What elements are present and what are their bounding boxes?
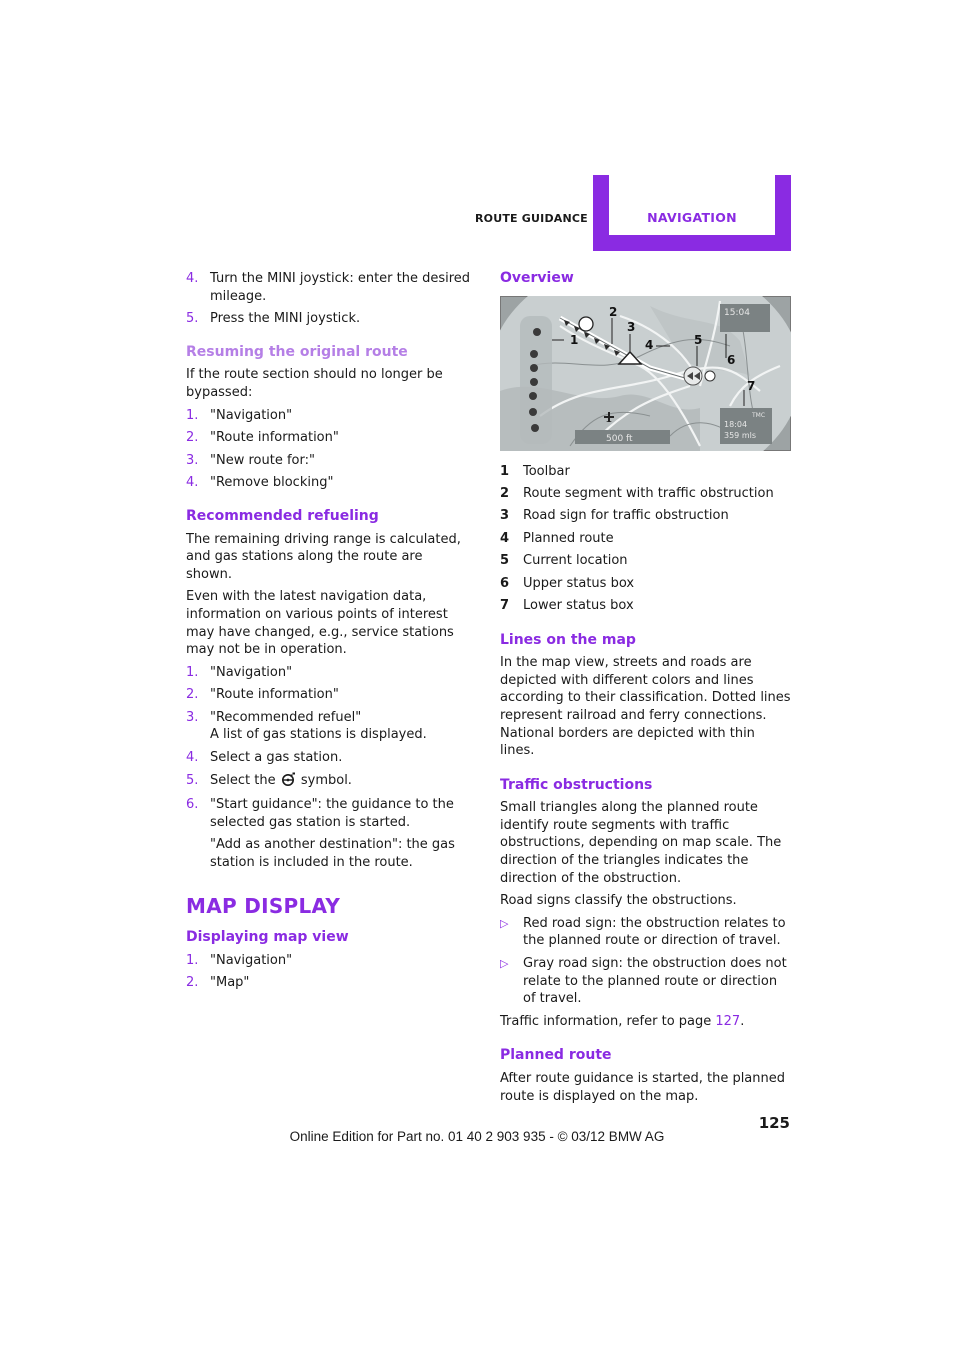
list-item <box>186 796 471 871</box>
bullet-triangle-icon: ▷ <box>500 916 509 930</box>
step-text: "Route information" <box>210 430 339 446</box>
chapter-tab-label: NAVIGATION <box>647 210 737 225</box>
list-item <box>186 709 471 744</box>
map-time-bottom: 18:04 <box>724 419 748 429</box>
resume-text: If the route section should no longer be bypassed: <box>186 367 443 400</box>
list-item <box>186 429 471 447</box>
lines-text: In the map view, streets and roads are depicted with different colors and lines according to their classification. Dotted lines represent railroad and ferry connections. National borders are depicted with thin lines. <box>500 655 791 759</box>
step-number: 2. <box>186 975 199 991</box>
map-callout-6: 6 <box>727 352 736 367</box>
legend-number: 2 <box>500 485 510 501</box>
step-number: 4. <box>186 475 199 491</box>
legend-text: Current location <box>523 553 628 569</box>
refuel-para-2: Even with the latest navigation data, information on various points of interest may have changed, e.g., service stations may not be in operation. <box>186 589 454 658</box>
step-number: 5. <box>186 311 199 327</box>
step-number: 2. <box>186 687 199 703</box>
step-number: 4. <box>186 271 199 286</box>
page-number: 125 <box>758 1114 790 1132</box>
map-callout-2: 2 <box>609 304 618 319</box>
legend-number: 6 <box>500 575 510 591</box>
bullet-text: Gray road sign: the obstruction does not relate to the planned route or direction of travel. <box>523 956 787 1007</box>
step-text: Press the MINI joystick. <box>210 311 361 327</box>
left-column <box>186 270 471 997</box>
map-scale: 500 ft <box>606 433 633 444</box>
step-text: "Recommended refuel" <box>210 709 362 725</box>
map-distance: 359 mls <box>724 430 756 440</box>
step-number: 2. <box>186 430 199 446</box>
legend-number: 7 <box>500 597 510 613</box>
navigation-map-screenshot <box>500 296 791 451</box>
list-item <box>186 664 471 682</box>
resume-heading: Resuming the original route <box>186 343 408 360</box>
traffic-heading: Traffic obstructions <box>500 776 653 793</box>
step-text: "Navigation" <box>210 952 293 968</box>
footer-edition: Online Edition for Part no. 01 40 2 903 935 - © 03/12 BMW AG <box>289 1129 665 1144</box>
step-text: Select a gas station. <box>210 750 343 766</box>
traffic-reference-end: . <box>740 1013 745 1029</box>
map-tmc: TMC <box>752 411 766 419</box>
legend-item <box>500 485 792 503</box>
bullet-triangle-icon: ▷ <box>500 957 509 971</box>
legend-item <box>500 463 792 481</box>
legend-text: Toolbar <box>523 463 570 479</box>
legend-number: 1 <box>500 463 510 479</box>
list-item <box>186 772 471 792</box>
traffic-reference-text: Traffic information, refer to page <box>500 1013 712 1029</box>
legend-item <box>500 552 792 570</box>
step-text: Turn the MINI joystick: enter the desired mileage. <box>210 271 471 304</box>
legend-item <box>500 530 792 548</box>
map-callout-4: 4 <box>645 337 654 352</box>
legend-item <box>500 597 792 615</box>
step-text: symbol. <box>300 772 352 788</box>
list-item <box>186 686 471 704</box>
list-item <box>186 270 471 305</box>
step-number: 1. <box>186 952 199 968</box>
list-item <box>186 452 471 470</box>
legend-text: Lower status box <box>523 597 634 613</box>
legend-number: 3 <box>500 508 510 524</box>
step-number: 1. <box>186 664 199 680</box>
legend-item <box>500 507 792 525</box>
traffic-para-1: Small triangles along the planned route identify route segments with traffic obstructions, depending on map scale. The direction of the triangles indicates the direction of the obstruction. <box>500 800 782 886</box>
bullet-item <box>500 915 792 950</box>
step-text: Select the <box>210 772 276 788</box>
step-text: "Navigation" <box>210 664 293 680</box>
legend-number: 4 <box>500 530 510 546</box>
displaying-map-heading: Displaying map view <box>186 929 349 946</box>
map-callout-3: 3 <box>627 319 636 334</box>
legend-text: Planned route <box>523 530 614 546</box>
step-text: "Map" <box>210 975 250 991</box>
right-column <box>500 270 792 1110</box>
lines-heading: Lines on the map <box>500 631 636 648</box>
step-number: 1. <box>186 407 199 423</box>
traffic-para-2: Road signs classify the obstructions. <box>500 893 737 909</box>
step-number: 3. <box>186 709 199 725</box>
page-link[interactable]: 127 <box>715 1013 741 1029</box>
step-text: "Start guidance": the guidance to the selected gas station is started. <box>210 797 454 830</box>
steering-wheel-flag-icon <box>281 772 296 792</box>
map-display-heading: MAP DISPLAY <box>186 893 341 918</box>
step-number: 3. <box>186 452 199 468</box>
refuel-heading: Recommended refueling <box>186 507 379 524</box>
step-text: "Navigation" <box>210 407 293 423</box>
map-callout-1: 1 <box>570 332 579 347</box>
step-subtext: "Add as another destination": the gas station is included in the route. <box>210 837 455 871</box>
planned-heading: Planned route <box>500 1047 612 1064</box>
map-time-top: 15:04 <box>724 307 750 318</box>
list-item <box>186 749 471 767</box>
chapter-tab <box>593 175 791 251</box>
refuel-para-1: The remaining driving range is calculated, and gas stations along the route are shown. <box>186 531 461 582</box>
traffic-reference <box>500 1013 792 1031</box>
legend-text: Route segment with traffic obstruction <box>523 485 774 501</box>
legend-text: Road sign for traffic obstruction <box>523 508 729 524</box>
map-callout-7: 7 <box>747 378 756 393</box>
step-text: "New route for:" <box>210 452 315 468</box>
legend-item <box>500 575 792 593</box>
step-number: 4. <box>186 750 199 766</box>
bullet-item <box>500 955 792 1008</box>
step-text: "Route information" <box>210 687 339 703</box>
bullet-text: Red road sign: the obstruction relates to the planned route or direction of travel. <box>523 915 786 949</box>
section-header: ROUTE GUIDANCE <box>475 212 588 225</box>
legend-number: 5 <box>500 553 510 569</box>
step-number: 5. <box>186 772 199 788</box>
list-item <box>186 310 471 328</box>
list-item <box>186 407 471 425</box>
list-item <box>186 974 471 992</box>
step-number: 6. <box>186 797 199 813</box>
planned-text: After route guidance is started, the planned route is displayed on the map. <box>500 1071 786 1104</box>
step-text: "Remove blocking" <box>210 475 334 491</box>
list-item <box>186 474 471 492</box>
map-callout-5: 5 <box>694 332 703 347</box>
step-subtext: A list of gas stations is displayed. <box>210 727 427 743</box>
legend-text: Upper status box <box>523 575 635 591</box>
overview-heading: Overview <box>500 270 574 286</box>
list-item <box>186 952 471 970</box>
